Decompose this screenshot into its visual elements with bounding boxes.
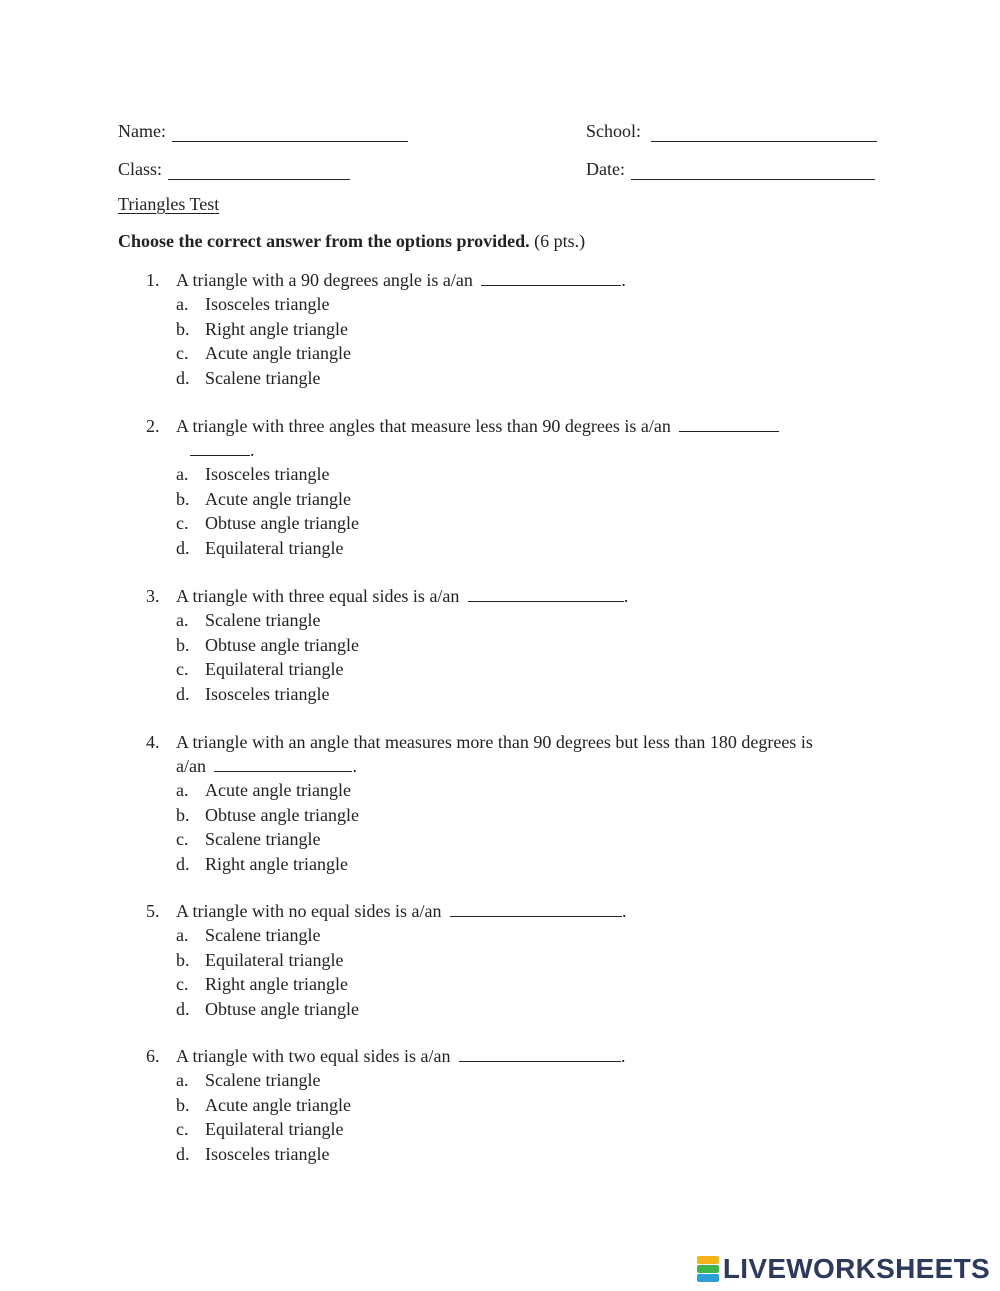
option-text: Scalene triangle	[205, 1070, 321, 1090]
school-row	[586, 118, 877, 142]
option-text: Right angle triangle	[205, 318, 348, 339]
option-text: Equilateral triangle	[205, 1119, 344, 1139]
option-text: Right angle triangle	[205, 974, 348, 994]
answer-blank-continued[interactable]	[190, 439, 250, 456]
option-text: Obtuse angle triangle	[205, 998, 359, 1019]
option-d[interactable]	[176, 366, 886, 391]
options-list	[146, 1068, 886, 1166]
options-list	[146, 292, 886, 390]
option-letter: a.	[176, 780, 189, 800]
option-d[interactable]	[176, 852, 886, 877]
option-text: Acute angle triangle	[205, 1094, 351, 1115]
option-text: Scalene triangle	[205, 367, 321, 388]
option-a[interactable]	[176, 608, 886, 633]
option-a[interactable]	[176, 778, 886, 803]
option-c[interactable]	[176, 827, 886, 852]
option-letter: d.	[176, 853, 190, 874]
option-letter: d.	[176, 1143, 190, 1164]
question-number: 3.	[146, 586, 160, 606]
option-c[interactable]	[176, 511, 886, 536]
option-letter: d.	[176, 683, 190, 704]
option-b[interactable]	[176, 803, 886, 828]
test-title: Triangles Test	[118, 194, 220, 214]
option-text: Isosceles triangle	[205, 294, 330, 314]
option-letter: a.	[176, 925, 189, 945]
option-b[interactable]	[176, 633, 886, 658]
option-a[interactable]	[176, 1068, 886, 1093]
option-letter: c.	[176, 659, 189, 679]
answer-blank[interactable]	[679, 415, 779, 432]
option-letter: d.	[176, 998, 190, 1019]
question-number: 4.	[146, 732, 160, 752]
option-letter: c.	[176, 513, 189, 533]
option-letter: c.	[176, 343, 189, 363]
option-letter: a.	[176, 464, 189, 484]
option-b[interactable]	[176, 948, 886, 973]
option-c[interactable]	[176, 341, 886, 366]
option-text: Scalene triangle	[205, 610, 321, 630]
question-text: A triangle with a 90 degrees angle is a/an	[176, 270, 473, 290]
option-letter: b.	[176, 1094, 190, 1115]
class-label: Class:	[118, 159, 163, 179]
name-field[interactable]	[172, 123, 408, 142]
option-d[interactable]	[176, 682, 886, 707]
question-stem	[146, 584, 886, 608]
question-text: A triangle with two equal sides is a/an	[176, 1046, 451, 1066]
option-c[interactable]	[176, 657, 886, 682]
question-end: .	[352, 756, 357, 776]
answer-blank[interactable]	[450, 900, 622, 917]
option-text: Right angle triangle	[205, 853, 348, 874]
question-end: .	[623, 586, 629, 606]
question-text: A triangle with no equal sides is a/an	[176, 901, 442, 921]
question-end: .	[621, 901, 627, 921]
instructions-bold: Choose the correct answer from the options provided.	[118, 231, 530, 251]
liveworksheets-logo-icon	[697, 1256, 719, 1282]
date-row	[586, 156, 875, 180]
question-end: .	[250, 440, 255, 460]
option-c[interactable]	[176, 1117, 886, 1142]
question-stem	[146, 268, 886, 292]
option-text: Scalene triangle	[205, 925, 321, 945]
option-letter: d.	[176, 367, 190, 388]
name-label: Name:	[118, 121, 166, 141]
option-text: Acute angle triangle	[205, 343, 351, 363]
option-b[interactable]	[176, 317, 886, 342]
option-text: Equilateral triangle	[205, 659, 344, 679]
logo-text: LIVEWORKSHEETS	[722, 1253, 990, 1284]
option-letter: d.	[176, 537, 190, 558]
option-letter: a.	[176, 1070, 189, 1090]
options-list	[146, 608, 886, 706]
question-end: .	[620, 1046, 626, 1066]
instructions	[118, 231, 585, 252]
option-b[interactable]	[176, 487, 886, 512]
question-stem	[146, 899, 886, 923]
options-list	[146, 923, 886, 1021]
option-d[interactable]	[176, 997, 886, 1022]
question-number: 6.	[146, 1046, 160, 1066]
answer-blank[interactable]	[468, 585, 624, 602]
option-letter: c.	[176, 829, 189, 849]
date-field[interactable]	[631, 161, 875, 180]
options-list	[146, 462, 886, 560]
question-number: 1.	[146, 270, 160, 290]
question-1	[146, 268, 886, 390]
question-4	[146, 730, 886, 876]
option-text: Obtuse angle triangle	[205, 513, 359, 533]
question-text-continued: a/an	[176, 756, 206, 776]
instructions-points: (6 pts.)	[534, 231, 586, 251]
date-label: Date:	[586, 159, 625, 179]
school-field[interactable]	[651, 123, 877, 142]
option-letter: c.	[176, 974, 189, 994]
option-text: Isosceles triangle	[205, 1143, 330, 1164]
school-label: School:	[586, 121, 642, 141]
question-5	[146, 899, 886, 1021]
option-a[interactable]	[176, 462, 886, 487]
question-stem	[146, 1044, 886, 1068]
option-letter: b.	[176, 318, 190, 339]
question-text: A triangle with three angles that measure less than 90 degrees is a/an	[176, 416, 671, 436]
option-text: Isosceles triangle	[205, 464, 330, 484]
question-3	[146, 584, 886, 706]
option-b[interactable]	[176, 1093, 886, 1118]
answer-blank[interactable]	[481, 269, 621, 286]
option-letter: b.	[176, 949, 190, 970]
question-number: 2.	[146, 416, 160, 436]
question-text: A triangle with an angle that measures more than 90 degrees but less than 180 degrees is	[176, 732, 813, 752]
answer-blank[interactable]	[214, 755, 352, 772]
option-letter: a.	[176, 610, 189, 630]
option-text: Equilateral triangle	[205, 537, 344, 558]
question-stem	[146, 730, 886, 778]
question-stem	[146, 414, 886, 462]
option-letter: b.	[176, 804, 190, 825]
option-a[interactable]	[176, 923, 886, 948]
option-letter: b.	[176, 634, 190, 655]
option-text: Scalene triangle	[205, 829, 321, 849]
liveworksheets-logo	[697, 1254, 990, 1284]
option-text: Isosceles triangle	[205, 683, 330, 704]
question-number: 5.	[146, 901, 160, 921]
question-end: .	[621, 270, 626, 290]
option-text: Obtuse angle triangle	[205, 634, 359, 655]
option-letter: c.	[176, 1119, 189, 1139]
question-text: A triangle with three equal sides is a/an	[176, 586, 460, 606]
option-text: Obtuse angle triangle	[205, 804, 359, 825]
option-d[interactable]	[176, 1142, 886, 1167]
option-text: Acute angle triangle	[205, 780, 351, 800]
option-text: Equilateral triangle	[205, 949, 344, 970]
option-letter: b.	[176, 488, 190, 509]
options-list	[146, 778, 886, 876]
option-c[interactable]	[176, 972, 886, 997]
question-2	[146, 414, 886, 560]
question-6	[146, 1044, 886, 1166]
name-row	[118, 118, 408, 142]
option-text: Acute angle triangle	[205, 488, 351, 509]
option-a[interactable]	[176, 292, 886, 317]
class-row	[118, 156, 350, 180]
option-d[interactable]	[176, 536, 886, 561]
option-letter: a.	[176, 294, 189, 314]
answer-blank[interactable]	[459, 1045, 621, 1062]
class-field[interactable]	[168, 161, 350, 180]
